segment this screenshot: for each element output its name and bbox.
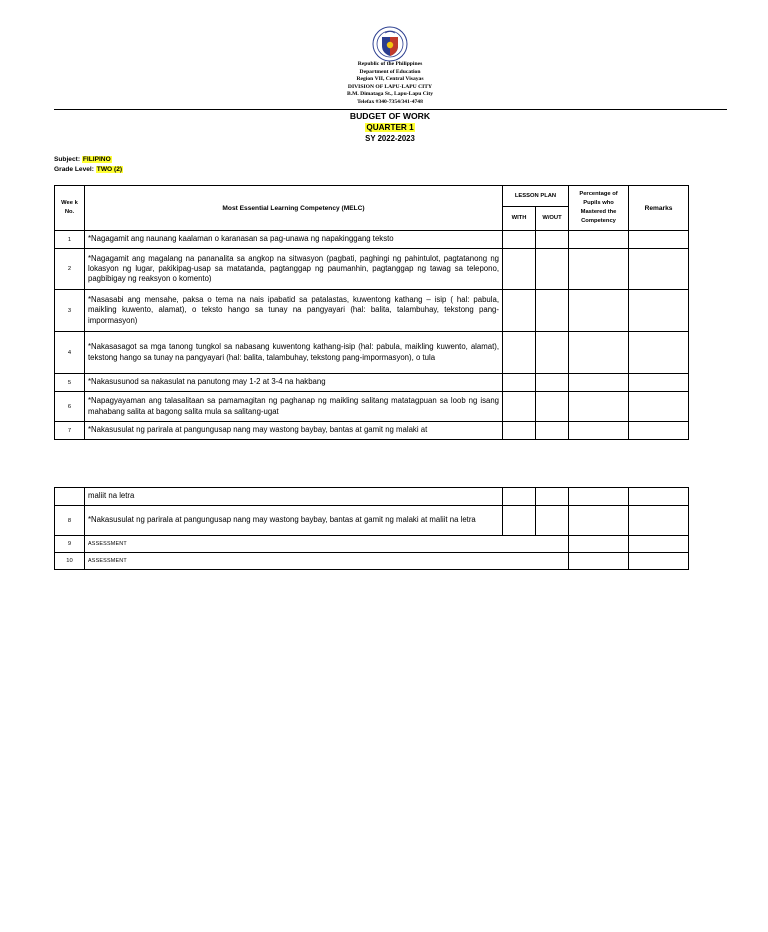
- header-lesson-plan: LESSON PLAN: [503, 186, 569, 207]
- grade-line: [54, 165, 123, 174]
- table-row: [55, 422, 689, 440]
- letterhead-line: Telefax #340-7354/341-4748: [357, 98, 423, 105]
- competency-cell: *Nakasusunod sa nakasulat na panutong may 1-2 at 3-4 na hakbang: [85, 374, 503, 392]
- week-cell: 3: [55, 290, 85, 332]
- assessment-label: ASSESSMENT: [85, 536, 569, 553]
- with-cell: [503, 488, 536, 506]
- table-row: [55, 231, 689, 249]
- grade-value: TWO (2): [96, 166, 123, 173]
- with-cell: [503, 422, 536, 440]
- without-cell: [536, 231, 569, 249]
- week-cell: 7: [55, 422, 85, 440]
- without-cell: [536, 506, 569, 536]
- header-with: WITH: [503, 207, 536, 231]
- assessment-row: [55, 536, 689, 553]
- with-cell: [503, 374, 536, 392]
- without-cell: [536, 422, 569, 440]
- assessment-label: ASSESSMENT: [85, 553, 569, 570]
- without-cell: [536, 488, 569, 506]
- week-cell: 1: [55, 231, 85, 249]
- percentage-cell: [569, 422, 629, 440]
- table-row: [55, 374, 689, 392]
- with-cell: [503, 249, 536, 290]
- competency-cell: maliit na letra: [85, 488, 503, 506]
- competency-cell: *Nakasasagot sa mga tanong tungkol sa nabasang kuwentong kathang-isip (hal: pabula, maikling kuwento, alamat), tekstong hango sa tunay na pangyayari (hal: balita, talambuhay, tekstong pang-impormasyon), o tula: [85, 332, 503, 374]
- competency-cell: *Nagagamit ang naunang kaalaman o karanasan sa pag-unawa ng napakinggang teksto: [85, 231, 503, 249]
- table-row: [55, 332, 689, 374]
- remarks-cell: [629, 488, 689, 506]
- remarks-cell: [629, 374, 689, 392]
- week-cell: 5: [55, 374, 85, 392]
- week-cell: 10: [55, 553, 85, 570]
- table-row: [55, 290, 689, 332]
- letterhead-line: Republic of the Philippines: [357, 61, 423, 67]
- header-week: Wee k No.: [55, 186, 85, 231]
- week-cell: 8: [55, 506, 85, 536]
- header-without: W/OUT: [536, 207, 569, 231]
- competency-cell: *Napagyayaman ang talasalitaan sa pamamagitan ng paghanap ng maikling salitang matatagpuan sa loob ng isang mahabang salita at bagong salita mula sa salitang-ugat: [85, 392, 503, 422]
- percentage-cell: [569, 290, 629, 332]
- table-row: [55, 506, 689, 536]
- remarks-cell: [629, 231, 689, 249]
- remarks-cell: [629, 249, 689, 290]
- with-cell: [503, 506, 536, 536]
- remarks-cell: [629, 290, 689, 332]
- header-remarks: Remarks: [629, 186, 689, 231]
- week-cell: 9: [55, 536, 85, 553]
- subject-value: FILIPINO: [82, 156, 111, 163]
- week-cell: 4: [55, 332, 85, 374]
- remarks-cell: [629, 536, 689, 553]
- budget-table: [54, 185, 689, 440]
- competency-cell: *Nasasabi ang mensahe, paksa o tema na nais ipabatid sa patalastas, kuwentong kathang – isip ( hal: pabula, maikling kuwento, alamat), o teksto hango sa tunay na pangyayari (hal: balita, talambuhay, tekstong pang-impormasyon): [85, 290, 503, 332]
- competency-cell: *Nagagamit ang magalang na pananalita sa angkop na sitwasyon (pagbati, paghingi ng pahintulot, pagtatanong ng lokasyon ng lugar, pakikipag-usap sa matatanda, pagtanggap ng paumanhin, pagtanggap ng tawag sa telepono, pagbibigay ng reaksyon o komento): [85, 249, 503, 290]
- percentage-cell: [569, 488, 629, 506]
- percentage-cell: [569, 231, 629, 249]
- letterhead-line: DIVISION OF LAPU-LAPU CITY: [347, 83, 433, 90]
- with-cell: [503, 231, 536, 249]
- school-year: SY 2022-2023: [365, 134, 415, 143]
- grade-label: Grade Level:: [54, 166, 94, 173]
- without-cell: [536, 374, 569, 392]
- deped-seal-icon: [372, 26, 408, 62]
- header-melc: Most Essential Learning Competency (MELC): [85, 186, 503, 231]
- without-cell: [536, 332, 569, 374]
- table-row: [55, 249, 689, 290]
- with-cell: [503, 332, 536, 374]
- letterhead-line: B.M. Dimataga St., Lapu-Lapu City: [346, 91, 434, 98]
- without-cell: [536, 290, 569, 332]
- week-cell: [55, 488, 85, 506]
- header-percentage: Percentage of Pupils who Mastered the Competency: [569, 186, 629, 231]
- without-cell: [536, 249, 569, 290]
- budget-table-continued: [54, 487, 689, 570]
- percentage-cell: [569, 374, 629, 392]
- percentage-cell: [569, 332, 629, 374]
- subject-label: Subject:: [54, 156, 81, 163]
- percentage-cell: [569, 249, 629, 290]
- subject-line: [54, 155, 112, 164]
- remarks-cell: [629, 332, 689, 374]
- table-row: [55, 392, 689, 422]
- competency-cell: *Nakasusulat ng parirala at pangungusap nang may wastong baybay, bantas at gamit ng malaki at maliit na letra: [85, 506, 503, 536]
- remarks-cell: [629, 392, 689, 422]
- document-title: BUDGET OF WORK: [349, 111, 431, 121]
- letterhead: [0, 61, 768, 107]
- week-cell: 2: [55, 249, 85, 290]
- remarks-cell: [629, 422, 689, 440]
- week-cell: 6: [55, 392, 85, 422]
- letterhead-line: Region VII, Central Visayas: [356, 76, 424, 83]
- percentage-cell: [569, 536, 629, 553]
- assessment-row: [55, 553, 689, 570]
- document-titles: [0, 110, 768, 144]
- competency-cell: *Nakasusulat ng parirala at pangungusap nang may wastong baybay, bantas at gamit ng malaki at: [85, 422, 503, 440]
- table-row: [55, 488, 689, 506]
- without-cell: [536, 392, 569, 422]
- percentage-cell: [569, 392, 629, 422]
- quarter-label: QUARTER 1: [366, 123, 414, 132]
- percentage-cell: [569, 506, 629, 536]
- letterhead-line: Department of Education: [359, 68, 421, 75]
- with-cell: [503, 290, 536, 332]
- remarks-cell: [629, 553, 689, 570]
- with-cell: [503, 392, 536, 422]
- percentage-cell: [569, 553, 629, 570]
- remarks-cell: [629, 506, 689, 536]
